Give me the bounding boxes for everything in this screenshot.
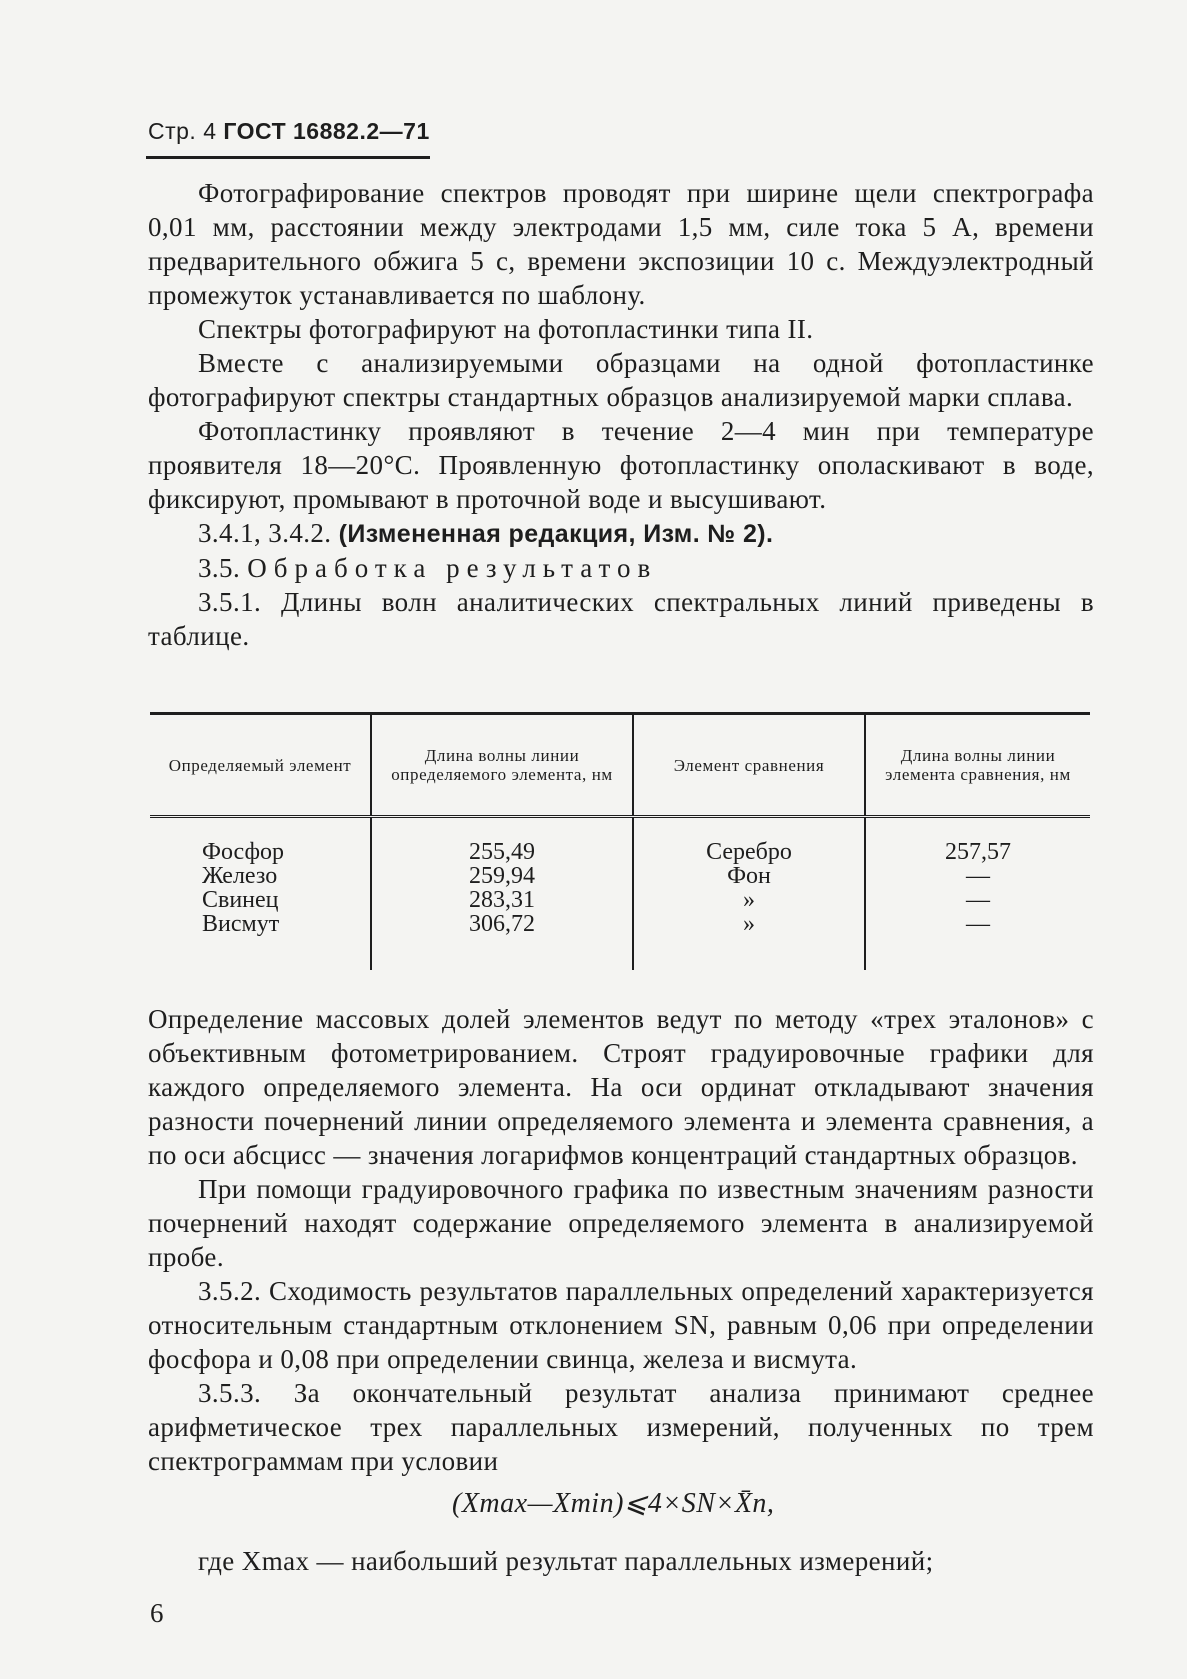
- paragraph: Спектры фотографируют на фотопластинки типа II.: [198, 314, 814, 344]
- table-header: Длина волны линии элемента сравнения, нм: [865, 714, 1090, 817]
- table-cell: »: [743, 887, 755, 913]
- element-column: [150, 817, 371, 971]
- table-cell: 259,94: [469, 863, 535, 889]
- table-header: Определяемый элемент: [150, 714, 371, 817]
- table-cell: —: [966, 863, 990, 889]
- table-cell: Фон: [727, 863, 771, 889]
- page-header: [148, 118, 430, 145]
- wavelength-table: [150, 712, 1090, 970]
- section-number: 3.5.: [198, 553, 241, 583]
- gost-number: ГОСТ 16882.2—71: [223, 118, 430, 144]
- clause-3-5-1: 3.5.1. Длины волн аналитических спектральных линий приведены в таблице.: [148, 587, 1094, 651]
- header-rule: [146, 156, 430, 159]
- section-heading: [148, 551, 1094, 585]
- table-cell: 283,31: [469, 887, 535, 913]
- table-cell: 257,57: [945, 839, 1011, 865]
- page-label: Стр. 4: [148, 118, 217, 144]
- clause-3-5-2: 3.5.2. Сходимость результатов параллельных определений характеризуется относительным стандартным отклонением SN, равным 0,06 при определении фосфора и 0,08 при определении свинца, железа и висмута.: [148, 1276, 1094, 1374]
- section-title: Обработка результатов: [247, 553, 658, 583]
- table-cell: Фосфор: [202, 839, 285, 865]
- wavelength-column: [371, 817, 633, 971]
- where-block: [148, 1544, 1094, 1578]
- clause-3-5-3: 3.5.3. За окончательный результат анализа принимают среднее арифметическое трех параллельных измерений, полученных по трем спектрограммам при условии: [148, 1378, 1094, 1476]
- edit-note-text: (Измененная редакция, Изм. № 2).: [338, 520, 774, 548]
- edit-note: [148, 516, 1094, 551]
- formula: (Xmax—Xmin)⩽4×SN×X̄n,: [452, 1488, 775, 1519]
- table-cell: Висмут: [202, 911, 280, 937]
- table-cell: 306,72: [469, 911, 535, 937]
- table-cell: Железо: [202, 863, 278, 889]
- table-cell: 255,49: [469, 839, 535, 865]
- table-header: Длина волны линии определяемого элемента, нм: [371, 714, 633, 817]
- table-header: Элемент сравнения: [633, 714, 865, 817]
- paragraph: При помощи градуировочного графика по известным значениям разности почернений находят содержание определяемого элемента в анализируемой пробе.: [148, 1174, 1094, 1272]
- paragraph: Определение массовых долей элементов ведут по методу «трех эталонов» с объективным фотометрированием. Строят градуировочные графики для каждого определяемого элемента. На оси ординат откладывают значения разности почернений линии определяемого элемента и элемента сравнения, а по оси абсцисс — значения логарифмов концентраций стандартных образцов.: [148, 1004, 1094, 1170]
- edit-note-ref: 3.4.1, 3.4.2.: [198, 518, 332, 548]
- page-number: 6: [150, 1598, 164, 1628]
- paragraph: Фотографирование спектров проводят при ширине щели спектрографа 0,01 мм, расстоянии между электродами 1,5 мм, силе тока 5 А, времени предварительного обжига 5 с, времени экспозиции 10 с. Междуэлектродный промежуток устанавливается по шаблону.: [148, 178, 1094, 310]
- table-cell: —: [966, 911, 990, 937]
- table-row: [150, 817, 1090, 971]
- table-cell: —: [966, 887, 990, 913]
- text-block-top: [148, 176, 1094, 653]
- table-cell: Серебро: [706, 839, 792, 865]
- text-block-bottom: [148, 1002, 1094, 1478]
- paragraph: Вместе с анализируемыми образцами на одной фотопластинке фотографируют спектры стандартных образцов анализируемой марки сплава.: [148, 348, 1094, 412]
- table-header-row: [150, 714, 1090, 817]
- where-line: где Xmax — наибольший результат параллельных измерений;: [198, 1546, 934, 1576]
- paragraph: Фотопластинку проявляют в течение 2—4 мин при температуре проявителя 18—20°С. Проявленную фотопластинку ополаскивают в воде, фиксируют, промывают в проточной воде и высушивают.: [148, 416, 1094, 514]
- comparison-element-column: [633, 817, 865, 971]
- table-cell: »: [743, 911, 755, 937]
- comparison-wavelength-column: [865, 817, 1090, 971]
- table-cell: Свинец: [202, 887, 279, 913]
